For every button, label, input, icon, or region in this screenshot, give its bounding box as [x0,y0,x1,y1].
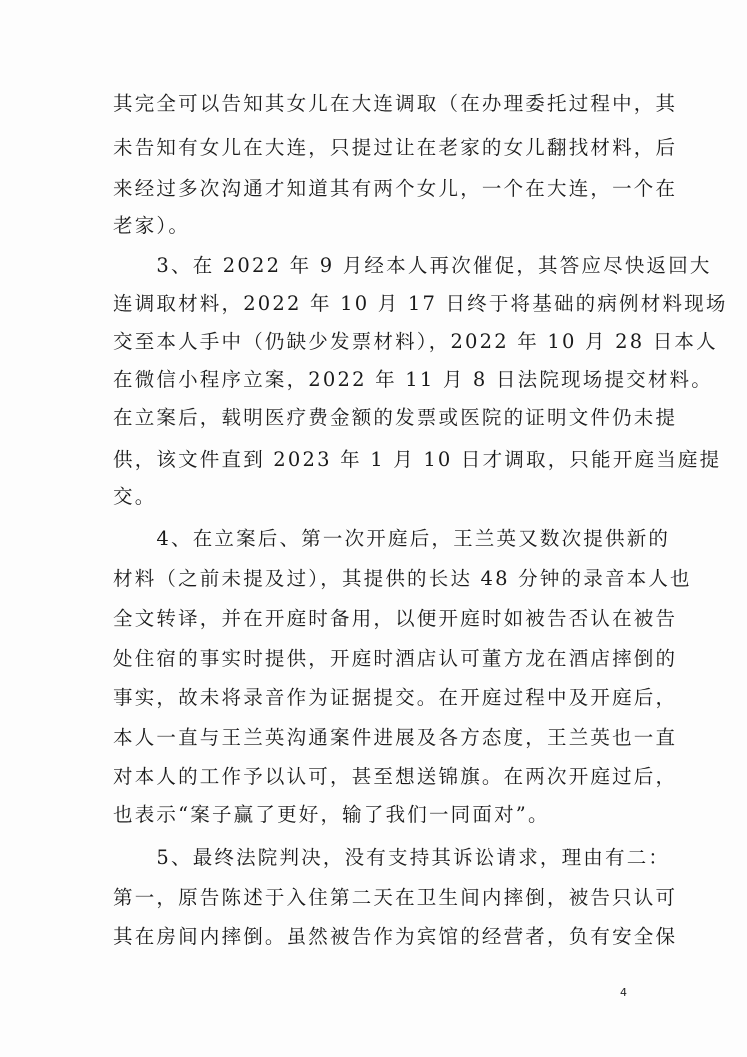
text-line-14: 全文转译，并在开庭时备用，以便开庭时如被告否认在被告 [113,607,678,630]
text-line-5: 3、在 2022 年 9 月经本人再次催促，其答应尽快返回大 [113,254,712,277]
text-line-21: 第一，原告陈述于入住第二天在卫生间内摔倒，被告只认可 [113,886,678,909]
text-line-18: 对本人的工作予以认可，甚至想送锦旗。在两次开庭过后， [113,765,678,788]
text-line-13: 材料（之前未提及过），其提供的长达 48 分钟的录音本人也 [113,567,692,590]
text-line-22: 其在房间内摔倒。虽然被告作为宾馆的经营者，负有安全保 [113,925,678,948]
text-line-19: 也表示“案子赢了更好，输了我们一同面对”。 [113,803,550,826]
text-line-10: 供，该文件直到 2023 年 1 月 10 日才调取，只能开庭当庭提 [113,448,722,471]
text-line-12: 4、在立案后、第一次开庭后，王兰英又数次提供新的 [113,527,671,550]
text-line-9: 在立案后，载明医疗费金额的发票或医院的证明文件仍未提 [113,406,678,429]
text-line-7: 交至本人手中（仍缺少发票材料），2022 年 10 月 28 日本人 [113,330,718,353]
text-line-20: 5、最终法院判决，没有支持其诉讼请求，理由有二： [113,846,671,869]
text-line-16: 事实，故未将录音作为证据提交。在开庭过程中及开庭后， [113,686,678,709]
text-line-1: 其完全可以告知其女儿在大连调取（在办理委托过程中，其 [113,92,678,115]
page-number: 4 [620,986,627,999]
text-line-6: 连调取材料，2022 年 10 月 17 日终于将基础的病例材料现场 [113,292,728,315]
text-line-17: 本人一直与王兰英沟通案件进展及各方态度，王兰英也一直 [113,726,678,749]
text-line-11: 交。 [113,485,157,508]
text-line-3: 来经过多次沟通才知道其有两个女儿，一个在大连，一个在 [113,177,678,200]
text-line-4: 老家）。 [113,214,191,237]
text-line-8: 在微信小程序立案，2022 年 11 月 8 日法院现场提交材料。 [113,368,713,391]
text-line-15: 处住宿的事实时提供，开庭时酒店认可董方龙在酒店摔倒的 [113,647,678,670]
text-line-2: 未告知有女儿在大连，只提过让在老家的女儿翻找材料，后 [113,136,678,159]
